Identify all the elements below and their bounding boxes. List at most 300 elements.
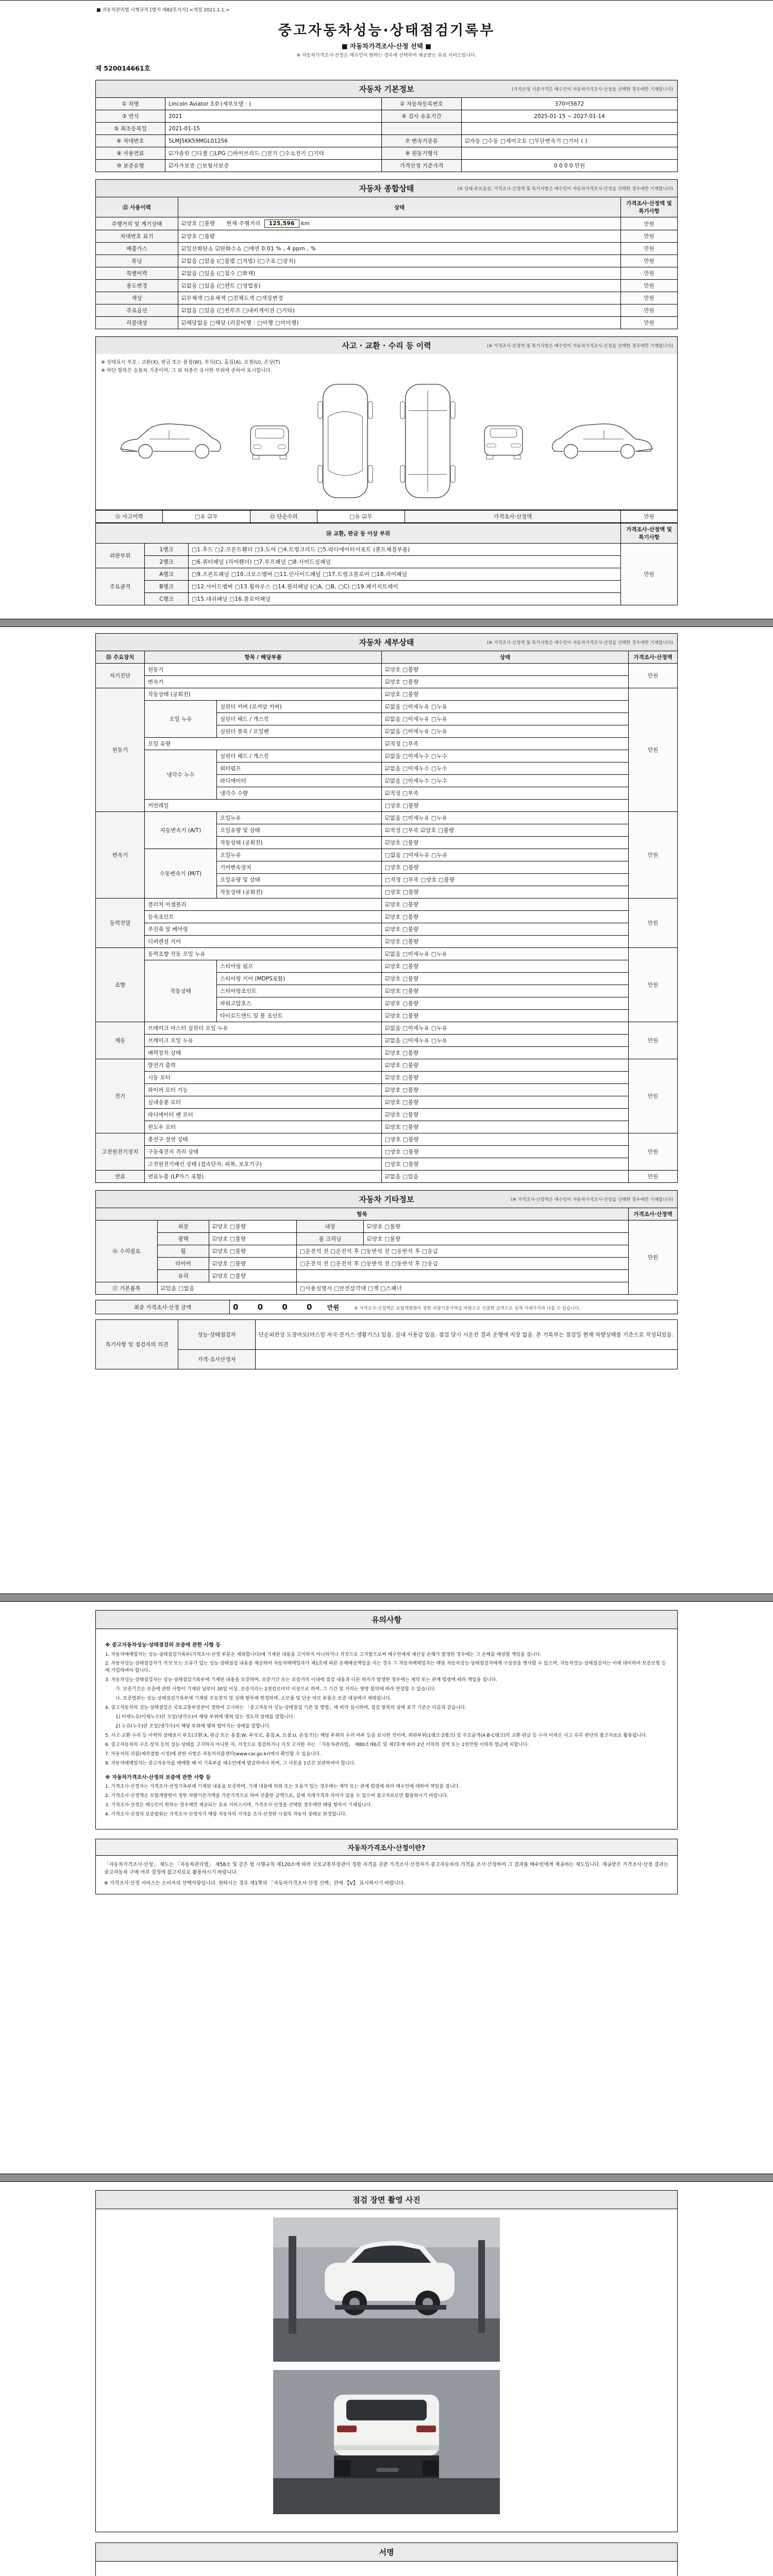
notice-item: 1) 미세누유(미세누수)란 오일(냉각수)이 해당 부위에 맺혀 있는 정도의 상태를 말합니다. <box>115 1715 295 1720</box>
table-cell: □양호 □불량 <box>382 1146 629 1158</box>
table-cell: ☑양호 □불량 <box>382 985 629 997</box>
table-row <box>96 568 678 581</box>
table-cell: 기어변속장치 <box>217 861 382 874</box>
table-cell: 연료 <box>96 1171 145 1183</box>
photo-area <box>96 2209 677 2532</box>
table-row <box>96 676 678 688</box>
inspector-label: 성능·상태점검자 <box>178 1320 256 1350</box>
table-cell: 실린더 커버 (로커암 커버) <box>217 701 382 713</box>
table-cell: ☑자가보증 □보험사보증 <box>165 160 382 172</box>
table-cell: 만원 <box>629 899 678 948</box>
table-cell: 광택 <box>158 1233 209 1245</box>
table-cell: 냉각수 수량 <box>217 787 382 800</box>
table-cell: ③ 연식 <box>96 110 165 123</box>
table-cell: ☑없음 □있음 (□렌트 □영업용) <box>178 280 621 292</box>
table-cell: 실린더 헤드 / 개스킷 <box>217 750 382 762</box>
page-3 <box>0 1601 773 2174</box>
table-cell: ☑적정 □부족 <box>382 787 629 800</box>
table-cell: 실내송풍 모터 <box>145 1096 382 1109</box>
appraiser-label: 가격·조사산정자 <box>178 1350 256 1369</box>
table-row <box>96 1158 678 1171</box>
table-cell: 커먼레일 <box>145 800 382 812</box>
title-block <box>95 16 678 62</box>
section-detail-title: 자동차 세부상태 <box>359 638 414 647</box>
table-cell: 워터펌프 <box>217 762 382 775</box>
table-row <box>96 936 678 948</box>
table-cell: 만원 <box>621 511 678 523</box>
table-cell: 0 0 0 0 만원 <box>462 160 678 172</box>
table-row <box>96 317 678 329</box>
table-cell: □6.쿼터패널 (리어휀더) □7.루프패널 □8.사이드실패널 <box>189 556 621 568</box>
table-cell: 와이퍼 모터 기능 <box>145 1084 382 1096</box>
table-cell: 윈도우 모터 <box>145 1121 382 1133</box>
table-cell: 작동상태 (공회전) <box>145 688 382 701</box>
table-cell: ☑양호 □불량 <box>209 1258 297 1270</box>
notice-item: 7. 자동차의 리콜(제작결함 시정)에 관한 사항은 자동차리콜센터(www.car.go.kr)에서 확인할 수 있습니다. <box>105 1751 321 1757</box>
doc-title-note: ※ 자동차가격조사·산정은 매수인이 원하는 경우에 선택하여 제공받는 유료 서비스입니다. <box>296 53 477 58</box>
table-cell: ☑양호 □불량 <box>382 1059 629 1072</box>
accident-history-table <box>95 510 678 523</box>
car-diagram-bottom <box>397 380 458 502</box>
table-row <box>96 147 678 160</box>
table-cell: 브레이크 마스터 실린더 오일 누유 <box>145 1022 382 1035</box>
table-cell: □유 ☑무 <box>163 511 250 523</box>
table-cell: ☑양호 □불량 <box>382 960 629 973</box>
table-cell: 수동변속기 (M/T) <box>145 849 217 899</box>
table-cell: 오일유량 및 상태 <box>217 874 382 886</box>
table-cell: □유 ☑무 <box>317 511 405 523</box>
form-reference-note: ■ 자동차관리법 시행규칙 [별지 제82호서식] <개정 2021.1.1.> <box>96 8 230 13</box>
table-row <box>96 1282 678 1295</box>
table-cell: 조향 <box>96 948 145 1022</box>
table-cell: ☑있음 □없음 <box>158 1282 297 1295</box>
table-cell: ⑬ 단순수리 <box>250 511 317 523</box>
car-diagram-side-left <box>116 417 224 465</box>
table-row <box>96 1171 678 1183</box>
table-cell: 만원 <box>629 1221 678 1295</box>
table-cell: ☑없음 □있음 (□침수 □화재) <box>178 267 621 280</box>
table-cell: 색상 <box>96 292 178 304</box>
table-row <box>96 267 678 280</box>
table-row <box>96 523 678 544</box>
table-cell: 타이어 <box>158 1258 209 1270</box>
table-row <box>96 160 678 172</box>
table-cell: 발전기 출력 <box>145 1059 382 1072</box>
table-row <box>96 1121 678 1133</box>
table-cell: 만원 <box>629 1171 678 1183</box>
table-row <box>96 960 678 973</box>
etc-info-table <box>95 1208 678 1295</box>
table-cell: 원동기 <box>96 688 145 812</box>
table-cell: 구동축전지 격리 상태 <box>145 1146 382 1158</box>
table-cell: ☑없음 □미세누수 □누수 <box>382 762 629 775</box>
table-cell: 가격산정 기준가격 <box>382 160 462 172</box>
table-row <box>96 1208 678 1221</box>
table-cell: 가격조사·산정액 <box>629 651 678 664</box>
table-cell: 작동상태 (공회전) <box>217 886 382 899</box>
table-row <box>96 911 678 923</box>
state-code-legend-2: ※ 하단 항목은 승용차 기준이며, 그 외 차종은 유사한 부위에 준하여 표시합니다. <box>101 368 272 374</box>
table-cell: 오일 누유 <box>145 701 217 738</box>
table-cell: 항목 <box>96 1208 629 1221</box>
table-row <box>96 217 678 230</box>
table-cell: 1랭크 <box>145 544 189 556</box>
table-row <box>96 110 678 123</box>
table-cell: ☑없음 □미세누수 □누수 <box>382 750 629 762</box>
notice-item: 3. 자동차성능·상태점검자는 성능·상태점검기록부에 기재된 내용을 보증하며, 보증기간 또는 보증거리 이내에 점검 내용과 다른 하자가 발생한 경우에는 계약 또는 관계 법령에 따라 책임을 집니다. <box>105 1677 498 1683</box>
table-cell: 휠 <box>158 1245 209 1258</box>
remarks-row-1 <box>96 1320 678 1350</box>
table-row <box>96 899 678 911</box>
table-row <box>96 304 678 317</box>
table-row <box>96 511 678 523</box>
table-cell: □적정 □부족 □양호 □불량 <box>382 874 629 886</box>
table-cell: ☑양호 □불량 <box>209 1221 297 1233</box>
table-cell: ☑없음 □미세누유 □누유 <box>382 713 629 725</box>
table-cell: 라디에이터 <box>217 775 382 787</box>
table-row <box>96 1221 678 1233</box>
photo-box-title: 점검 장면 촬영 사진 <box>96 2191 677 2209</box>
table-cell: 만원 <box>629 688 678 812</box>
final-price-amount: 0 0 0 0 <box>233 1302 321 1312</box>
table-cell: 오일유량 및 상태 <box>217 824 382 837</box>
table-cell: 만원 <box>621 292 678 304</box>
table-cell: □양호 □불량 <box>382 886 629 899</box>
table-cell: B랭크 <box>145 581 189 593</box>
table-cell: 룸 크리닝 <box>297 1233 364 1245</box>
table-cell: 만원 <box>629 812 678 899</box>
table-cell: ⑮ 주요장치 <box>96 651 145 664</box>
table-cell: □없음 □미세누유 □누유 <box>382 849 629 861</box>
table-row <box>96 581 678 593</box>
notice-item: 4. 가격조사·산정의 보증범위는 가격조사·산정자가 해당 자동차의 가격을 조사·산정한 시점의 자동차 상태로 한정합니다. <box>105 1812 347 1817</box>
table-row <box>96 544 678 556</box>
table-cell: ☑양호 □불량 <box>382 1096 629 1109</box>
table-row <box>96 701 678 713</box>
table-cell: 브레이크 오일 누유 <box>145 1035 382 1047</box>
table-cell: 오일 유량 <box>145 738 382 750</box>
table-cell: □15.대쉬패널 □16.플로어패널 <box>189 593 621 605</box>
section-basic-note: (가격산정 기준가격은 매수인이 자동차가격조사·산정을 선택한 경우에만 기재합니다) <box>512 87 673 92</box>
table-cell: 2랭크 <box>145 556 189 568</box>
table-row <box>96 1047 678 1059</box>
doc-title: 중고자동차성능·상태점검기록부 <box>278 23 495 39</box>
doc-subtitle: ■ 자동차가격조사·산정 선택 ■ <box>341 42 432 50</box>
section-accident-note: (※ 가격조사·산정액 및 특기사항은 매수인이 자동차가격조사·산정을 선택한 경우에만 기재합니다) <box>486 343 673 349</box>
table-row <box>96 664 678 676</box>
table-cell: 용도변경 <box>96 280 178 292</box>
table-row <box>96 1245 678 1258</box>
table-cell: ④ 검사 유효기간 <box>382 110 462 123</box>
table-cell: 차대번호 표기 <box>96 230 178 243</box>
table-cell: ① 차명 <box>96 98 165 110</box>
table-cell: ☑가솔린 □디젤 □LPG □하이브리드 □전기 □수소전기 □기타 <box>165 147 382 160</box>
table-cell: ② 자동차등록번호 <box>382 98 462 110</box>
table-cell: 가격조사·산정액 및 특기사항 <box>621 523 678 544</box>
table-row <box>96 1270 678 1282</box>
table-cell: ☑양호 □불량 <box>178 230 621 243</box>
table-cell: 5LMJ5KK59MGL01256 <box>165 135 382 147</box>
table-cell: 고전원전기장치 <box>96 1133 145 1171</box>
notice-item: 4. 중고자동차의 성능·상태점검은 국토교통부장관이 정하여 고시하는 「중고자동차 성능·상태점검 기준 및 방법」에 따라 실시하며, 점검 항목의 상태 표기 기준은 다음과 같습니다. <box>105 1705 466 1711</box>
final-price-note: ※ 가격조사·산정액은 보험개발원이 정한 차량기준가액을 바탕으로 산출한 금액으로 실제 거래가격과 다를 수 있습니다. <box>354 1306 581 1311</box>
table-cell: 디퍼렌셜 기어 <box>145 936 382 948</box>
table-cell: 고전원전기배선 상태 (접속단자, 피복, 보호기구) <box>145 1158 382 1171</box>
table-cell: ☑양호 □불량 <box>209 1270 297 1282</box>
remarks-row-2 <box>96 1350 678 1369</box>
table-row <box>96 135 678 147</box>
table-cell: 만원 <box>621 243 678 255</box>
table-cell: □운전석 전 □운전석 후 □동반석 전 □동반석 후 □응급 <box>297 1258 629 1270</box>
final-price-label: 최종 가격조사·산정 금액 <box>96 1300 230 1314</box>
table-cell: ⑭ 교환, 판금 등 이상 부위 <box>96 523 621 544</box>
table-cell: ☑양호 □불량 <box>382 688 629 701</box>
table-cell: ☑양호 □불량 <box>209 1233 297 1245</box>
table-cell: ☑양호 □불량 <box>382 1047 629 1059</box>
section-overall-note: (※ 상태·주요옵션, 가격조사·산정액 및 특기사항은 매수인이 자동차가격조사·산정을 선택한 경우에만 기재합니다) <box>457 186 673 192</box>
notice-item: 1. 가격조사·산정자는 가격조사·산정기록부에 기재된 내용을 보증하며, 기재 내용에 허위 또는 오류가 있는 경우에는 계약 또는 관계 법령에 따라 매수인에 대하여 책임을 집니다. <box>105 1784 460 1790</box>
overall-state-table <box>95 197 678 329</box>
table-cell: 튜닝 <box>96 255 178 267</box>
table-cell: 오일누유 <box>217 849 382 861</box>
car-diagram-rear <box>480 417 527 465</box>
remarks-group-label: 특기사항 및 점검자의 의견 <box>96 1320 178 1369</box>
table-cell: ⑥ 차대번호 <box>96 135 165 147</box>
table-cell: 리콜대상 <box>96 317 178 329</box>
pricing-info-paragraph-1: 「자동차가격조사·산정」 제도는 「자동차관리법」 제58조 및 같은 법 시행규칙 제120조에 따라 국토교통부장관이 정한 자격을 갖춘 가격조사·산정자가 중고자동차의 가격을 조사·산정하여 그 결과를 매수인에게 제공하는 제도입니다. 제공받은 가격조사·산정 결과는 중고자동차 구매 여부 결정에 참고자료로 활용하시기 바랍니다. <box>104 1861 668 1876</box>
table-cell: 시동 모터 <box>145 1072 382 1084</box>
table-cell: ☑없음 □미세누유 □누유 <box>382 701 629 713</box>
table-cell: ⑰ 기본품목 <box>96 1282 158 1295</box>
table-row <box>96 556 678 568</box>
table-cell: ☑해당없음 □해당 (리콜이행 : □이행 □미이행) <box>178 317 621 329</box>
table-row <box>96 849 678 861</box>
table-cell: 만원 <box>621 280 678 292</box>
table-cell: 상태 <box>178 197 621 217</box>
table-cell: ☑없음 □미세누유 □누유 <box>382 725 629 738</box>
table-row <box>96 1258 678 1270</box>
table-cell: ☑양호 □불량 <box>382 997 629 1010</box>
table-cell: 오일누유 <box>217 812 382 824</box>
table-cell: □양호 □불량 <box>382 1158 629 1171</box>
notice-item: 2) 누유(누수)란 오일(냉각수)이 해당 부위에 맺혀 떨어지는 상태를 말합니다. <box>115 1724 271 1729</box>
photo-box <box>95 2190 678 2532</box>
notice-item: 3. 가격조사·산정은 매수인이 원하는 경우에만 제공되는 유료 서비스이며, 가격조사·산정을 선택한 경우에만 해당 항목이 기재됩니다. <box>105 1803 373 1808</box>
table-cell: 클러치 어셈블리 <box>145 899 382 911</box>
table-cell: □양호 □불량 <box>382 800 629 812</box>
table-cell: 외장 <box>158 1221 209 1233</box>
table-cell: ⑫ 사고이력 <box>96 511 163 523</box>
table-cell: ⑩ 보증유형 <box>96 160 165 172</box>
table-cell: 만원 <box>629 1022 678 1059</box>
table-cell: 항목 / 해당부품 <box>145 651 382 664</box>
table-row <box>96 923 678 936</box>
table-cell: ☑양호 □불량 <box>382 923 629 936</box>
table-cell: 가격조사·산정액 <box>405 511 621 523</box>
table-row <box>96 688 678 701</box>
car-diagram-front <box>246 417 293 465</box>
table-cell: 주요골격 <box>96 568 145 605</box>
table-cell: ☑적정 □부족 <box>382 738 629 750</box>
table-cell: ⑯ 수리필요 <box>96 1221 158 1282</box>
table-cell: ☑없음 □미세누유 □누유 <box>382 1035 629 1047</box>
section-detail <box>95 633 678 651</box>
table-cell: ☑양호 □불량 <box>382 664 629 676</box>
inspector-comment: 단순외관상 도장마모(마스킹 자국·잔기스·생활기스) 있음. 실내 사용감 있음. 점검 당시 시운전 결과 운행에 지장 없음. 본 기록부는 점검일 현재 차량상태를 기준으로 작성되었음. <box>256 1320 678 1350</box>
table-cell: ☑양호 □불량 <box>209 1245 297 1258</box>
table-row <box>96 292 678 304</box>
table-cell: 외판부위 <box>96 544 145 568</box>
table-cell: 원동기 <box>145 664 382 676</box>
table-cell: ☑양호 □불량 <box>382 936 629 948</box>
table-row <box>96 1109 678 1121</box>
pricing-info-paragraph-2: ※ 가격조사·산정 서비스는 소비자의 선택사항입니다. 원하시는 경우 제1쪽의 「자동차가격조사·산정 선택」란에 【Ⅴ】 표시하시기 바랍니다. <box>104 1880 406 1887</box>
table-cell: 스티어링 기어 (MDPS포함) <box>217 973 382 985</box>
appraiser-comment <box>256 1350 678 1369</box>
table-cell: 내장 <box>297 1221 364 1233</box>
table-cell: 등속조인트 <box>145 911 382 923</box>
pricing-info-box <box>95 1839 678 1894</box>
table-cell: 자기진단 <box>96 664 145 688</box>
table-row <box>96 1022 678 1035</box>
notice-item: 8. 자동차매매업자는 중고자동차를 매매할 때 이 기록부를 매수인에게 발급하여야 하며, 그 사본을 1년간 보관하여야 합니다. <box>105 1760 356 1766</box>
table-row <box>96 123 678 135</box>
table-row <box>96 800 678 812</box>
table-cell: ☑양호 □불량 <box>382 1072 629 1084</box>
final-price-value-cell <box>230 1300 678 1314</box>
section-etc-title: 자동차 기타정보 <box>359 1195 414 1204</box>
table-cell: 변속기 <box>96 812 145 899</box>
table-cell: 배력장치 상태 <box>145 1047 382 1059</box>
signature-box <box>95 2543 678 2576</box>
table-cell: ☑양호 □불량 <box>382 1109 629 1121</box>
page-4 <box>0 2181 773 2576</box>
exchange-rank-table <box>95 523 678 605</box>
car-diagram-top <box>315 380 376 502</box>
table-cell: 만원 <box>621 544 678 605</box>
notice-item: ※ 중고자동차성능·상태점검의 보증에 관한 사항 등 <box>105 1642 221 1648</box>
table-row <box>96 1233 678 1245</box>
table-row <box>96 1084 678 1096</box>
table-cell: □12.사이드멤버 □13.휠하우스 □14.필러패널 (□A, □B, □C) □19.패키지트레이 <box>189 581 621 593</box>
table-cell: ☑양호 □불량 <box>382 1010 629 1022</box>
table-row <box>96 230 678 243</box>
table-cell: 특별이력 <box>96 267 178 280</box>
section-basic-title: 자동차 기본정보 <box>359 84 414 94</box>
table-row <box>96 1133 678 1146</box>
table-cell: 동력조향 작동 오일 누유 <box>145 948 382 960</box>
table-cell: ☑없음 □미세누유 □누유 <box>382 948 629 960</box>
pricing-info-body <box>96 1856 677 1894</box>
table-cell: ☑양호 □불량 <box>364 1233 629 1245</box>
notice-body <box>96 1629 677 1829</box>
accident-diagram-box <box>95 354 678 510</box>
table-row <box>96 280 678 292</box>
table-row <box>96 1096 678 1109</box>
table-cell: 만원 <box>621 317 678 329</box>
table-row <box>96 738 678 750</box>
table-cell: ☑양호 □불량 <box>382 1084 629 1096</box>
table-cell: 만원 <box>621 230 678 243</box>
table-cell: 충전구 절연 상태 <box>145 1133 382 1146</box>
section-accident <box>95 336 678 354</box>
car-diagrams <box>101 375 672 504</box>
final-price-table <box>95 1300 678 1314</box>
table-cell: 동력전달 <box>96 899 145 948</box>
table-cell <box>462 123 678 135</box>
table-cell: 만원 <box>621 304 678 317</box>
table-cell: ☑없음 □있음 <box>382 1171 629 1183</box>
inspection-photo-1 <box>273 2217 500 2362</box>
table-cell: C랭크 <box>145 593 189 605</box>
table-cell: ☑없음 □미세누유 □누유 <box>382 812 629 824</box>
table-cell: 자동변속기 (A/T) <box>145 812 217 849</box>
table-cell: 스티어링 펌프 <box>217 960 382 973</box>
table-cell: ☑일산화탄소 ☑탄화수소 □매연 0.01 % , 4 ppm , % <box>178 243 621 255</box>
notice-item: 나. 보증범위는 성능·상태점검기록부에 기재된 주요장치 및 상태 항목에 한정하며, 소모품 및 단순 마모 부품은 보증 대상에서 제외됩니다. <box>115 1696 392 1702</box>
table-row <box>96 812 678 824</box>
inspection-photo-2 <box>273 2370 500 2514</box>
table-cell: ☑양호 □불량 <box>382 837 629 849</box>
table-cell: 만원 <box>629 1133 678 1171</box>
table-cell: ☑양호 □불량 <box>364 1221 629 1233</box>
table-row <box>96 98 678 110</box>
table-cell: □운전석 전 □운전석 후 □동반석 전 □동반석 후 □응급 <box>297 1245 629 1258</box>
table-cell: 370머5672 <box>462 98 678 110</box>
table-cell: 배출가스 <box>96 243 178 255</box>
table-row <box>96 651 678 664</box>
basic-info-table <box>95 97 678 172</box>
table-cell: 가격조사·산정액 및 특기사항 <box>621 197 678 217</box>
notice-box <box>95 1610 678 1829</box>
table-cell: ☑양호 □불량 <box>382 911 629 923</box>
table-cell: ⑦ 변속기종류 <box>382 135 462 147</box>
table-cell: 만원 <box>629 948 678 1022</box>
table-cell: 만원 <box>629 1059 678 1133</box>
section-etc-note: (※ 가격조사·산정액은 매수인이 자동차가격조사·산정을 선택한 경우에만 기재합니다) <box>511 1197 673 1202</box>
table-cell: 만원 <box>629 664 678 688</box>
table-cell: ☑양호 □불량 <box>382 899 629 911</box>
table-cell: 냉각수 누수 <box>145 750 217 800</box>
table-cell: ☑양호 □불량 <box>382 973 629 985</box>
section-accident-title: 사고 · 교환 · 수리 등 이력 <box>342 341 431 350</box>
notice-item: 1. 자동차매매업자는 성능·상태점검기록부(가격조사·산정 부분은 제외합니다)에 기재된 내용을 고지하지 아니하거나 거짓으로 고지함으로써 매수인에게 재산상 손해가 발생한 경우에는 그 손해를 배상할 책임을 집니다. <box>105 1652 542 1657</box>
section-detail-note: (※ 가격조사·산정액 및 특기사항은 매수인이 자동차가격조사·산정을 선택한 경우에만 기재합니다) <box>486 640 673 646</box>
table-cell: 작동상태 (공회전) <box>217 837 382 849</box>
table-cell: 연료누출 (LP가스 포함) <box>145 1171 382 1183</box>
table-cell: ☑무채색 □유채색 □전체도색 □색상변경 <box>178 292 621 304</box>
table-cell: ☑적정 □부족 ☑양호 □불량 <box>382 824 629 837</box>
table-cell: ☑양호 □불량 현재 주행거리 125,596 km <box>178 217 621 230</box>
table-row <box>96 593 678 605</box>
table-row <box>96 1035 678 1047</box>
table-cell: 2021 <box>165 110 382 123</box>
table-row <box>96 750 678 762</box>
table-cell: 라디에이터 팬 모터 <box>145 1109 382 1121</box>
table-cell: 주행거리 및 계기상태 <box>96 217 178 230</box>
table-cell <box>462 147 678 160</box>
table-cell: 실린더 블록 / 오일팬 <box>217 725 382 738</box>
table-cell: ⑪ 사용이력 <box>96 197 178 217</box>
signature-title: 서명 <box>96 2543 677 2562</box>
section-overall-title: 자동차 종합상태 <box>359 184 414 193</box>
final-price-unit: 만원 <box>327 1304 339 1311</box>
table-row <box>96 1059 678 1072</box>
table-cell: 실린더 헤드 / 개스킷 <box>217 713 382 725</box>
table-cell: ☑양호 □불량 <box>382 676 629 688</box>
table-cell: □9.프론트패널 □10.크로스멤버 □11.인사이드패널 □17.트렁크플로어 □18.리어패널 <box>189 568 621 581</box>
table-cell: 2021-01-15 <box>165 123 382 135</box>
